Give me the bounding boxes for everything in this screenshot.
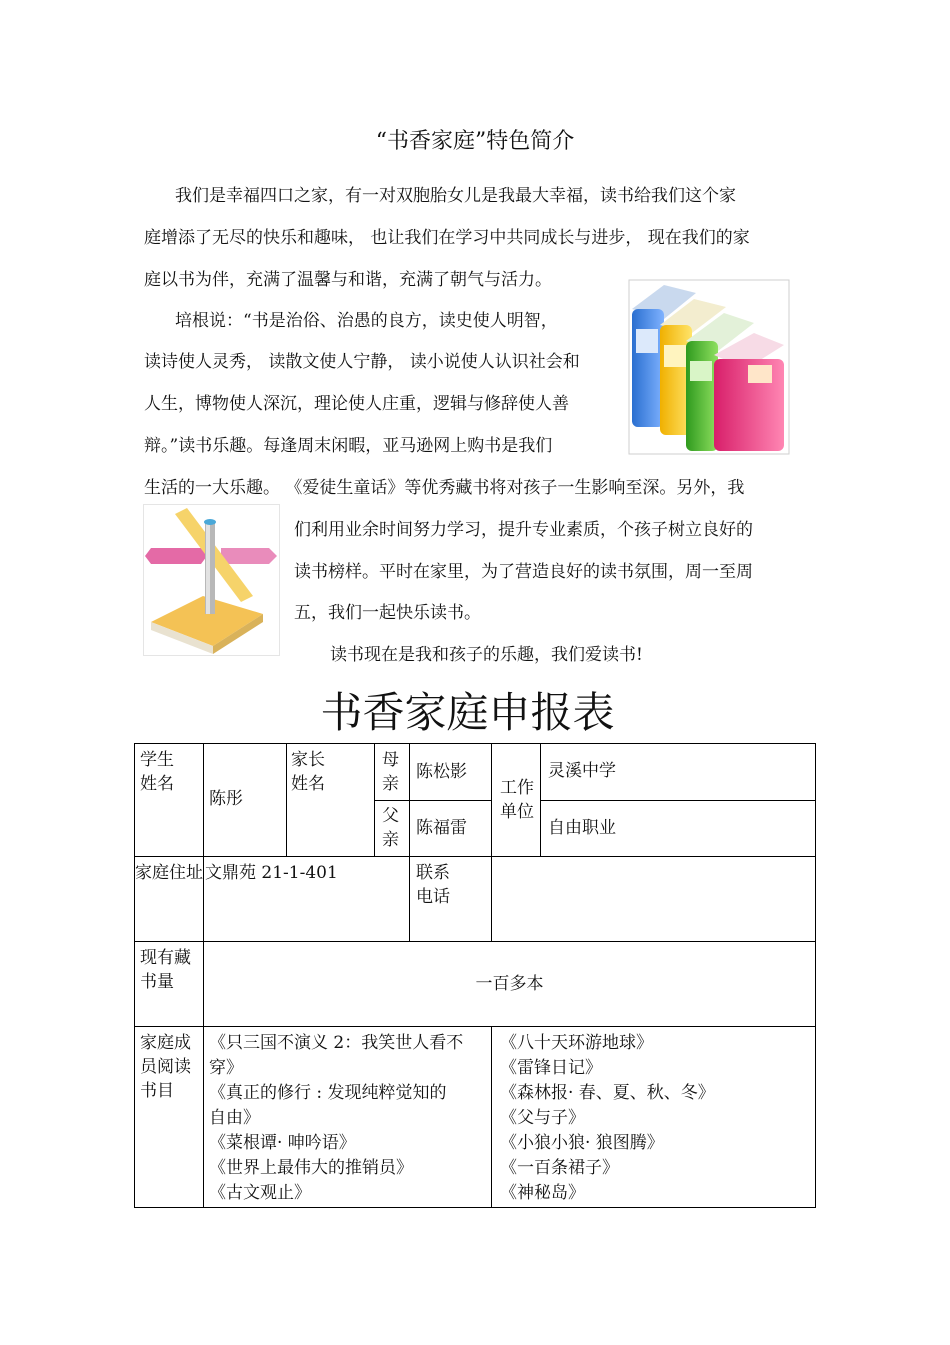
intro-line-6: 人生，博物使人深沉，理论使人庄重，逻辑与修辞使人善 [144,394,569,414]
intro-line-10: 读书榜样。平时在家里，为了营造良好的读书氛围，周一至周 [294,562,753,582]
intro-line-4: 培根说：“书是治俗、治愚的良方，读史使人明智， [175,311,558,331]
book-item: 《真正的修行 : 发现纯粹觉知的 [209,1083,447,1103]
reading-list-left [209,1031,463,1206]
intro-line-1: 我们是幸福四口之家，有一对双胞胎女儿是我最大幸福，读书给我们这个家 [175,186,736,206]
book-item: 《世界上最伟大的推销员》 [209,1158,413,1178]
book-item: 《雷锋日记》 [500,1058,602,1078]
intro-line-3: 庭以书为伴，充满了温馨与和谐，充满了朝气与活力。 [144,270,552,290]
reading-list-label: 家庭成 员阅读 书目 [140,1033,191,1101]
parent-name-label: 家长 姓名 [291,750,325,794]
book-item: 穿》 [209,1058,243,1078]
book-item: 《神秘岛》 [500,1183,585,1203]
book-item: 自由》 [209,1108,260,1128]
student-name-label: 学生 姓名 [140,750,174,794]
father-work-value: 自由职业 [548,818,616,838]
father-name-value: 陈福雷 [416,818,467,838]
book-item: 《菜根谭· 呻吟语》 [209,1133,356,1153]
father-label: 父 亲 [382,806,399,850]
books-count-value: 一百多本 [475,974,544,994]
books-illustration [628,279,790,455]
mother-label: 母 亲 [382,750,399,794]
intro-title: “书香家庭”特色简介 [375,129,575,154]
book-item: 《森林报· 春、夏、秋、冬》 [500,1083,715,1103]
intro-line-12: 读书现在是我和孩子的乐趣，我们爱读书! [330,645,643,665]
intro-line-9: 们利用业余时间努力学习，提升专业素质，个孩子树立良好的 [294,520,753,540]
book-item: 《只三国不演义 2：我笑世人看不 [209,1033,464,1053]
student-name-value: 陈彤 [209,789,243,809]
intro-line-8: 生活的一大乐趣。 《爱徒生童话》等优秀藏书将对孩子一生影响至深。另外，我 [144,478,745,498]
reading-list-right [500,1031,715,1206]
intro-line-5: 读诗使人灵秀， 读散文使人宁静， 读小说使人认识社会和 [144,352,580,372]
book-item: 《古文观止》 [209,1183,311,1203]
books-count-label: 现有藏 书量 [140,948,191,992]
book-item: 《父与子》 [500,1108,585,1128]
book-item: 《小狼小狼· 狼图腾》 [500,1133,664,1153]
mother-work-value: 灵溪中学 [548,761,616,781]
work-unit-label: 工作 单位 [500,778,534,822]
book-item: 《八十天环游地球》 [500,1033,653,1053]
phone-label: 联系 电话 [416,863,450,907]
mother-name-value: 陈松影 [416,762,467,782]
address-value: 文鼎苑 21-1-401 [205,863,338,883]
intro-line-2: 庭增添了无尽的快乐和趣味， 也让我们在学习中共同成长与进步， 现在我们的家 [144,228,750,248]
signpost-book-illustration [143,504,280,656]
book-item: 《一百条裙子》 [500,1158,619,1178]
form-title: 书香家庭申报表 [320,688,615,737]
intro-line-7: 辩。”读书乐趣。每逢周末闲暇，亚马逊网上购书是我们 [144,436,553,456]
address-label: 家庭住址 [135,863,203,883]
intro-line-11: 五，我们一起快乐读书。 [294,603,481,623]
